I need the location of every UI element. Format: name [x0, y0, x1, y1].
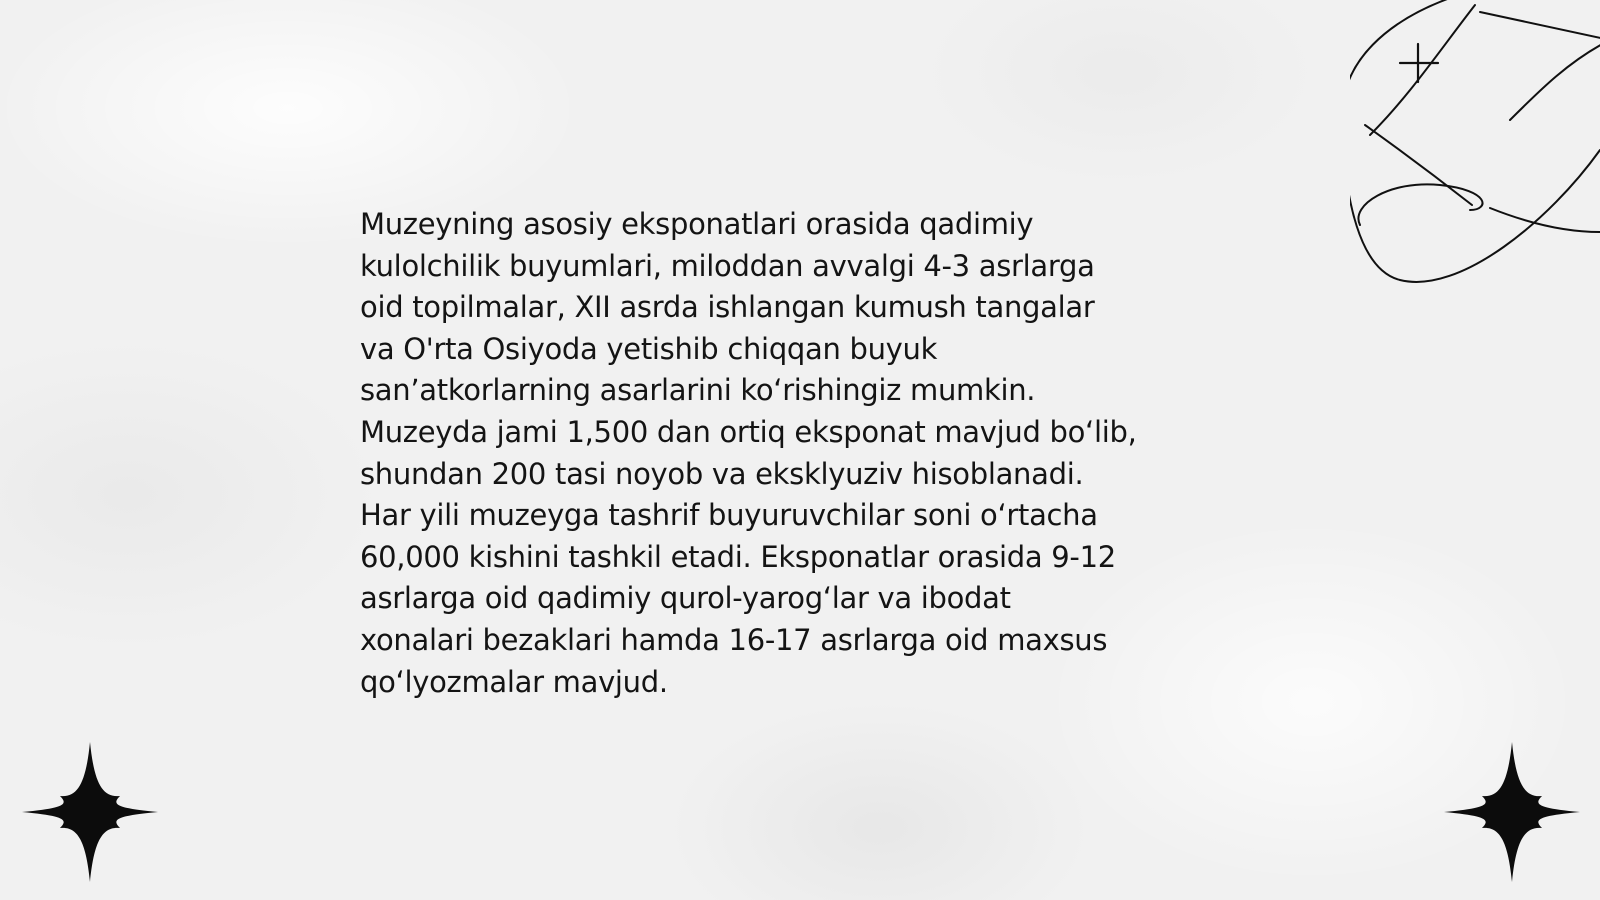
body-line: asrlarga oid qadimiy qurol-yarog‘lar va ibodat — [360, 581, 1011, 616]
star-right-icon — [1440, 740, 1584, 884]
body-line: va O'rta Osiyoda yetishib chiqqan buyuk — [360, 331, 938, 366]
body-line: oid topilmalar, XII asrda ishlangan kumush tangalar — [360, 290, 1095, 325]
body-line: 60,000 kishini tashkil etadi. Eksponatlar orasida 9-12 — [360, 539, 1116, 574]
body-line: Muzeyning asosiy eksponatlari orasida qadimiy — [360, 207, 1034, 241]
star-left-icon — [18, 740, 162, 884]
orbit-lines-sparkle-icon — [1350, 0, 1600, 300]
body-line: san’atkorlarning asarlarini ko‘rishingiz mumkin. — [360, 373, 1036, 408]
body-line: xonalari bezaklari hamda 16-17 asrlarga oid maxsus — [360, 622, 1108, 657]
body-line: Muzeyda jami 1,500 dan ortiq eksponat mavjud bo‘lib, — [360, 414, 1137, 449]
body-line: Har yili muzeyga tashrif buyuruvchilar soni o‘rtacha — [360, 498, 1098, 533]
body-line: qo‘lyozmalar mavjud. — [360, 664, 668, 699]
body-line: shundan 200 tasi noyob va eksklyuziv hisoblanadi. — [360, 456, 1084, 491]
slide-body-text — [360, 204, 1260, 703]
body-line: kulolchilik buyumlari, miloddan avvalgi 4-3 asrlarga — [360, 248, 1095, 283]
